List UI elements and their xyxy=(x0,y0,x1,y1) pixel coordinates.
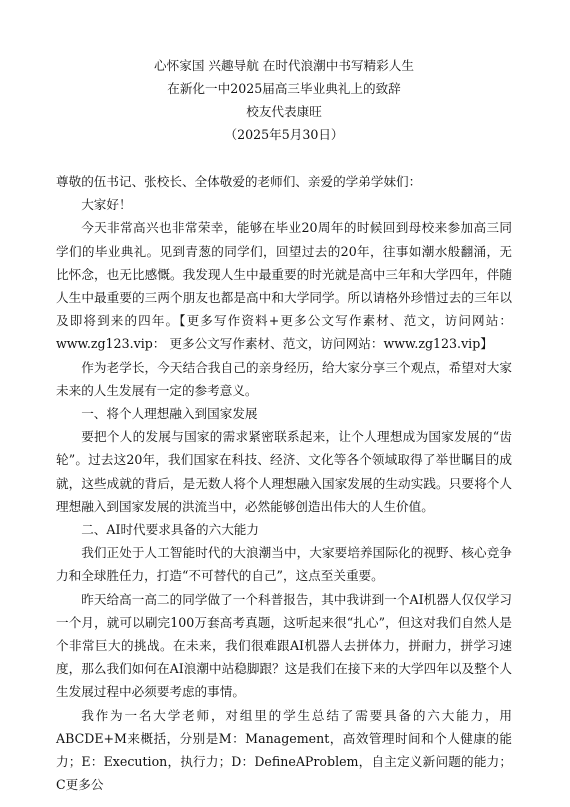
paragraph-intro: 今天非常高兴也非常荣幸，能够在毕业20周年的时候回到母校来参加高三同学们的毕业典礼。见到青葱的同学们，回望过去的20年，往事如潮水般翻涌，无比怀念，也无比感慨。我发现人生中最重要的时光就是高中三年和大学四年，伴随人生中最重要的三两个朋友也都是高中和大学同学。所以请格外珍惜过去的三年以及即将到来的四年。【更多写作资料+更多公文写作素材、范文，访问网站：www.zg123.vip： 更多公文写作素材、范文，访问网站：www.zg123.vip】 xyxy=(56,220,512,352)
section-heading-2: 二、AI时代要求具备的六大能力 xyxy=(81,522,259,538)
speech-date: （2025年5月30日） xyxy=(224,127,344,142)
salutation: 尊敬的伍书记、张校长、全体敬爱的老师们、亲爱的学弟学妹们： xyxy=(56,174,422,189)
section-2-paragraph: 我作为一名大学老师，对组里的学生总结了需要具备的六大能力，用ABCDE+M来概括，分别是M：Management，高效管理时间和个人健康的能力；E：Execution，执行力；D：DefineAProblem，自主定义新问题的能力；C更多公 xyxy=(56,707,512,793)
paragraph-overview: 作为老学长，今天结合我自己的亲身经历，给大家分享三个观点，希望对大家未来的人生发展有一定的参考意义。 xyxy=(56,359,512,398)
section-heading-1: 一、将个人理想融入到国家发展 xyxy=(81,406,258,422)
speech-title-block xyxy=(56,54,512,146)
section-2-paragraph: 昨天给高一高二的同学做了一个科普报告，其中我讲到一个AI机器人仅仅学习一个月，就可以刷完100万套高考真题，这听起来很“扎心”，但这对我们自然人是个非常巨大的挑战。在未来，我们很难跟AI机器人去拼体力，拼耐力，拼学习速度，那么我们如何在AI浪潮中站稳脚跟？这是我们在接下来的大学四年以及整个人生发展过程中必须要考虑的事情。 xyxy=(56,591,512,700)
greeting: 大家好！ xyxy=(81,197,132,213)
speech-body xyxy=(56,170,512,796)
speech-subtitle: 在新化一中2025届高三毕业典礼上的致辞 xyxy=(167,81,401,96)
section-2-paragraph: 我们正处于人工智能时代的大浪潮当中，大家要培养国际化的视野、核心竞争力和全球胜任力，打造“不可替代的自己”，这点至关重要。 xyxy=(56,545,512,584)
speech-title: 心怀家国 兴趣导航 在时代浪潮中书写精彩人生 xyxy=(154,58,414,73)
section-1-paragraph: 要把个人的发展与国家的需求紧密联系起来，让个人理想成为国家发展的“齿轮”。过去这20年，我们国家在科技、经济、文化等各个领域取得了举世瞩目的成就，这些成就的背后，是无数人将个人理想融入国家发展的生动实践。只要将个人理想融入到国家发展的洪流当中，必然能够创造出伟大的人生价值。 xyxy=(56,429,512,514)
speaker-line: 校友代表康旺 xyxy=(246,104,322,119)
